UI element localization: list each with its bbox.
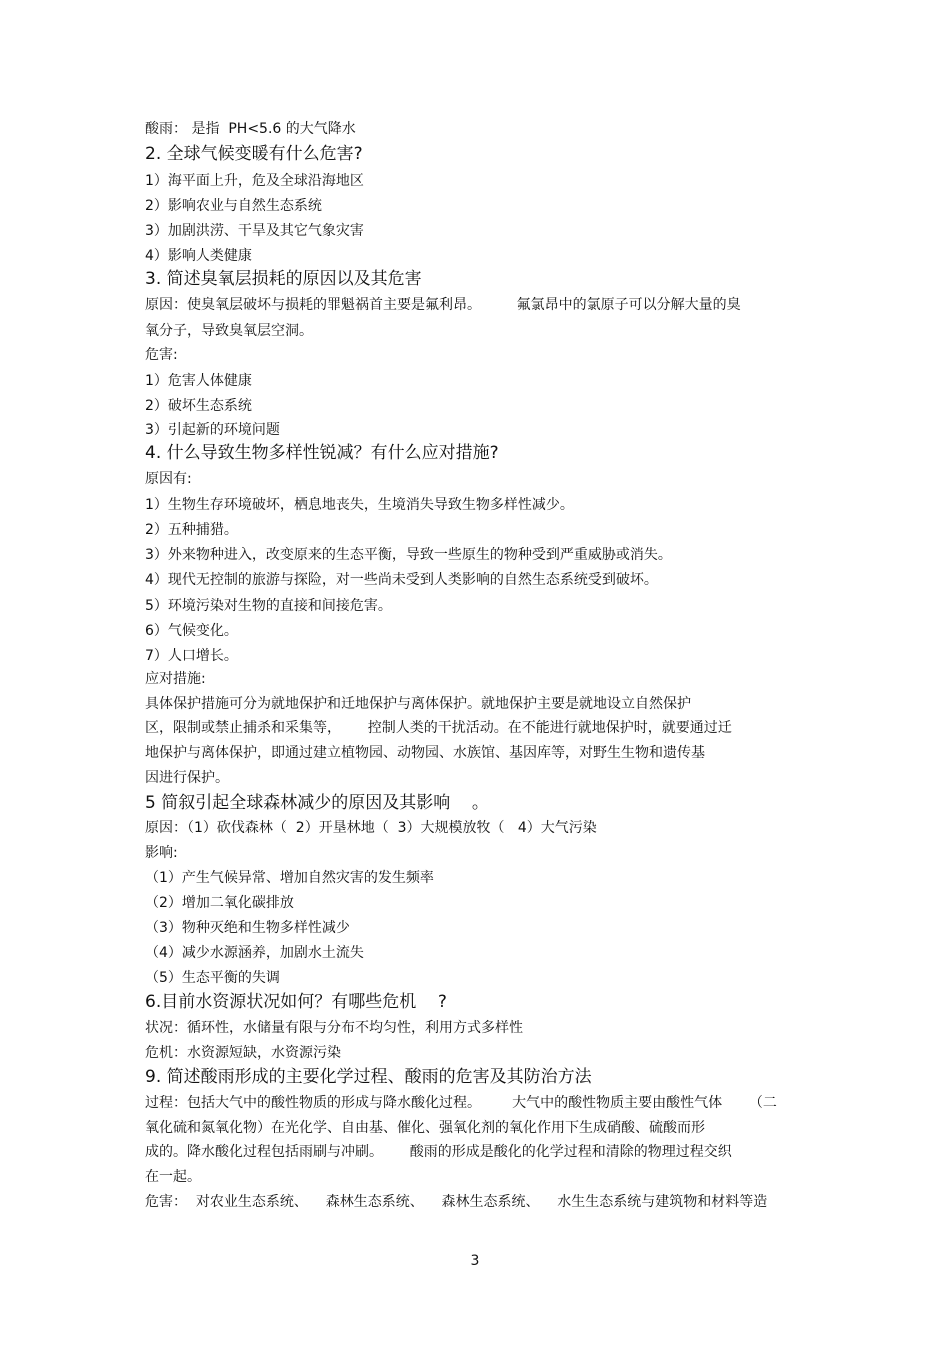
text-line: 具体保护措施可分为就地保护和迁地保护与离体保护。就地保护主要是就地设立自然保护 [145, 696, 691, 712]
text-line: 2）五种捕猎。 [145, 522, 238, 538]
text-line: 3）引起新的环境问题 [145, 422, 280, 438]
text-line: （2）增加二氧化碳排放 [145, 895, 294, 911]
heading: 4. 什么导致生物多样性锐减？有什么应对措施? [145, 443, 499, 463]
text-line: 1）海平面上升，危及全球沿海地区 [145, 173, 364, 189]
heading: 9. 简述酸雨形成的主要化学过程、酸雨的危害及其防治方法 [145, 1067, 592, 1087]
text-line: 危害: [145, 347, 178, 363]
text-line: 4）影响人类健康 [145, 248, 252, 264]
text-line: 应对措施: [145, 671, 206, 687]
page-number: 3 [470, 1253, 480, 1269]
text-line: 状况：循环性，水储量有限与分布不均匀性，利用方式多样性 [145, 1020, 523, 1036]
text-line: 因进行保护。 [145, 770, 229, 786]
text-line: 2）破坏生态系统 [145, 398, 252, 414]
heading: 6.目前水资源状况如何？有哪些危机 ? [145, 992, 447, 1012]
text-line: （4）减少水源涵养，加剧水土流失 [145, 945, 364, 961]
text-line: 过程：包括大气中的酸性物质的形成与降水酸化过程。 大气中的酸性物质主要由酸性气体 （二 [145, 1095, 777, 1111]
text-line: 原因：使臭氧层破坏与损耗的罪魁祸首主要是氟利昂。 氟氯昂中的氯原子可以分解大量的臭 [145, 297, 741, 313]
text-line: 5）环境污染对生物的直接和间接危害。 [145, 598, 392, 614]
text-line: 2）影响农业与自然生态系统 [145, 198, 322, 214]
text-line: 影响: [145, 845, 178, 861]
text-line: （1）产生气候异常、增加自然灾害的发生频率 [145, 870, 434, 886]
text-line: 危机：水资源短缺，水资源污染 [145, 1045, 341, 1061]
text-line: 危害： 对农业生态系统、 森林生态系统、 森林生态系统、 水生生态系统与建筑物和材料等造 [145, 1194, 768, 1210]
text-line: 氧分子，导致臭氧层空洞。 [145, 323, 313, 339]
text-line: 1）危害人体健康 [145, 373, 252, 389]
text-line: 原因有: [145, 471, 192, 487]
text-line: 6）气候变化。 [145, 623, 238, 639]
text-line: 酸雨： 是指 PH<5.6 的大气降水 [145, 121, 356, 137]
text-line: 原因：（1）砍伐森林（ 2）开垦林地（ 3）大规模放牧（ 4）大气污染 [145, 820, 597, 836]
text-line: 4）现代无控制的旅游与探险，对一些尚未受到人类影响的自然生态系统受到破坏。 [145, 572, 658, 588]
heading: 5 简叙引起全球森林减少的原因及其影响 。 [145, 793, 489, 813]
text-line: 7）人口增长。 [145, 648, 238, 664]
heading: 3. 简述臭氧层损耗的原因以及其危害 [145, 269, 422, 289]
text-line: （5）生态平衡的失调 [145, 970, 280, 986]
text-line: 区，限制或禁止捕杀和采集等， 控制人类的干扰活动。在不能进行就地保护时，就要通过迁 [145, 720, 732, 736]
text-line: 在一起。 [145, 1169, 201, 1185]
text-line: 地保护与离体保护，即通过建立植物园、动物园、水族馆、基因库等，对野生生物和遗传基 [145, 745, 705, 761]
text-line: 3）外来物种进入，改变原来的生态平衡，导致一些原生的物种受到严重威胁或消失。 [145, 547, 672, 563]
text-line: 3）加剧洪涝、干旱及其它气象灾害 [145, 223, 364, 239]
text-line: 1）生物生存环境破坏，栖息地丧失，生境消失导致生物多样性减少。 [145, 497, 574, 513]
heading: 2. 全球气候变暖有什么危害? [145, 144, 363, 164]
text-line: 氧化硫和氮氧化物）在光化学、自由基、催化、强氧化剂的氧化作用下生成硝酸、硫酸而形 [145, 1120, 705, 1136]
text-line: （3）物种灭绝和生物多样性减少 [145, 920, 350, 936]
text-line: 成的。降水酸化过程包括雨刷与冲刷。 酸雨的形成是酸化的化学过程和清除的物理过程交织 [145, 1144, 732, 1160]
